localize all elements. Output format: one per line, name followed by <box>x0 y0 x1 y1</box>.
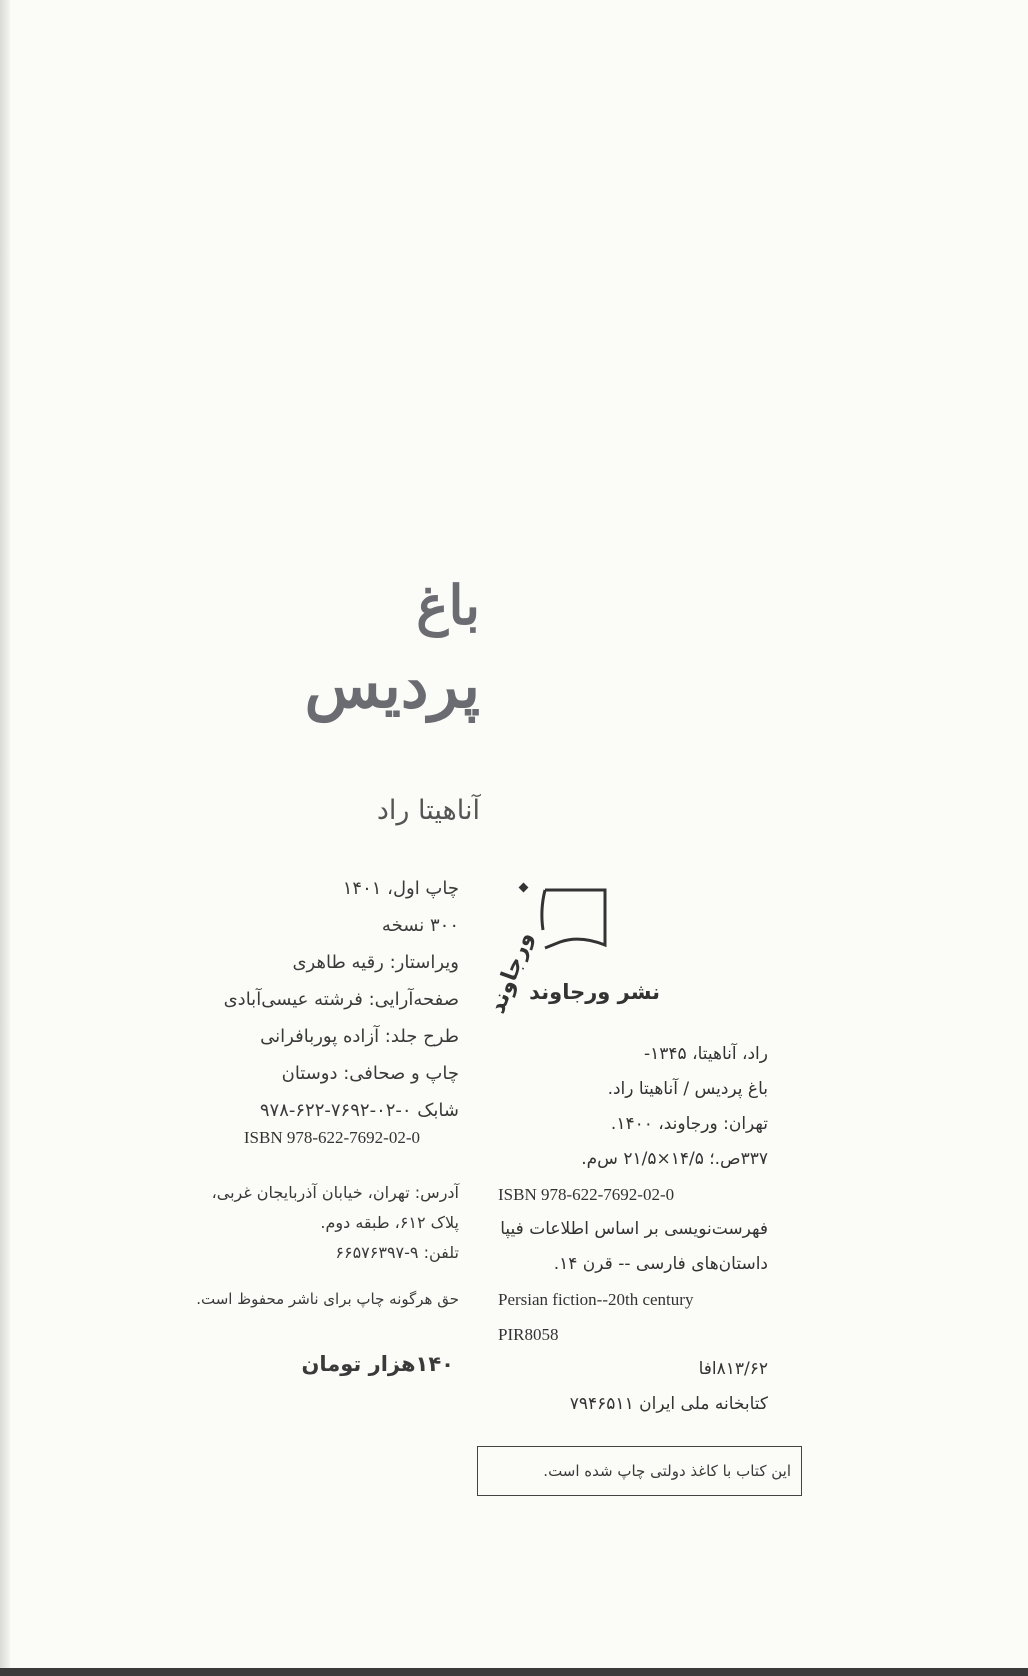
cip-title: باغ پردیس / آناهیتا راد. <box>607 1079 768 1099</box>
phone-line: تلفن: ۹-۶۶۵۷۶۳۹۷ <box>335 1243 459 1262</box>
page-edge-bottom <box>0 1668 1028 1676</box>
address-line: آدرس: تهران، خیابان آذربایجان غربی، <box>211 1183 459 1202</box>
publisher-name: نشر ورجاوند <box>529 980 660 1004</box>
cip-national-library: کتابخانه ملی ایران ۷۹۴۶۵۱۱ <box>569 1394 768 1414</box>
cip-pages: ۳۳۷ص.؛ ۱۴/۵×۲۱/۵ س‌م. <box>581 1149 768 1169</box>
cip-isbn: ISBN 978-622-7692-02-0 <box>498 1185 675 1204</box>
isbn-line: ISBN 978-622-7692-02-0 <box>243 1128 420 1147</box>
cover-design-line: طرح جلد: آزاده پوربافرانی <box>260 1026 459 1047</box>
book-title-line2: پردیس <box>304 649 480 722</box>
cip-author: راد، آناهیتا، ۱۳۴۵- <box>644 1044 768 1064</box>
edition-line: چاپ اول، ۱۴۰۱ <box>342 878 459 899</box>
cip-classification: PIR8058 <box>498 1325 559 1344</box>
book-title-line1: باغ <box>416 573 480 637</box>
rights-notice: حق هرگونه چاپ برای ناشر محفوظ است. <box>196 1290 459 1308</box>
cip-block <box>498 1037 768 1422</box>
cip-imprint: تهران: ورجاوند، ۱۴۰۰. <box>610 1114 768 1134</box>
address-block <box>212 1178 459 1268</box>
address-line: پلاک ۶۱۲، طبقه دوم. <box>320 1213 459 1232</box>
print-run-line: ۳۰۰ نسخه <box>381 915 459 936</box>
colophon <box>224 870 459 1129</box>
printing-line: چاپ و صحافی: دوستان <box>281 1063 459 1084</box>
cip-dewey: ۸۱۳/۶۲افا <box>698 1359 768 1379</box>
page-edge <box>0 0 10 1676</box>
paper-notice: این کتاب با کاغذ دولتی چاپ شده است. <box>477 1446 802 1496</box>
cip-fipa: فهرست‌نویسی بر اساس اطلاعات فیپا <box>500 1219 768 1239</box>
cip-subject-en: Persian fiction--20th century <box>498 1290 694 1309</box>
price: ۱۴۰هزار تومان <box>301 1352 454 1376</box>
editor-line: ویراستار: رقیه طاهری <box>292 952 459 973</box>
layout-line: صفحه‌آرایی: فرشته عیسی‌آبادی <box>223 989 459 1010</box>
logo-text: ورجاوند <box>485 928 538 1018</box>
cip-subject: داستان‌های فارسی -- قرن ۱۴. <box>553 1254 768 1274</box>
shabak-line: شابک ۰-۰۲-۷۶۹۲-۶۲۲-۹۷۸ <box>259 1100 459 1121</box>
author-name: آناهیتا راد <box>376 795 480 826</box>
